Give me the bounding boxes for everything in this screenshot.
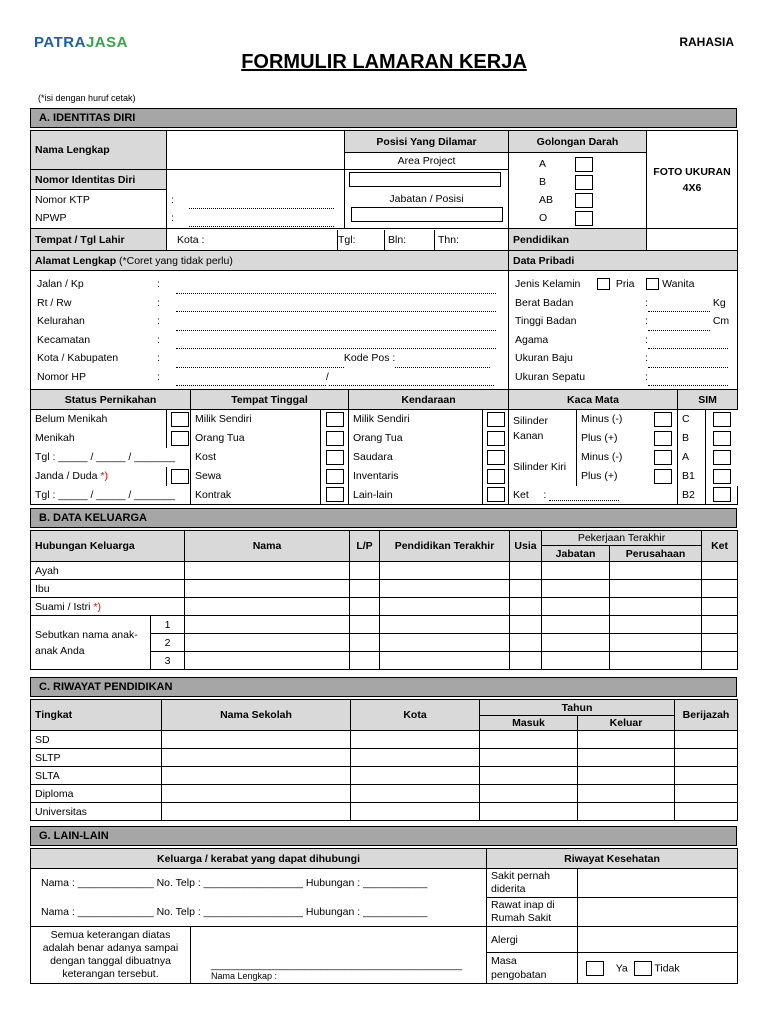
tinggal-header: Tempat Tinggal <box>191 390 349 410</box>
wanita-label: Wanita <box>662 278 695 290</box>
ya-label: Ya <box>615 961 628 974</box>
addr-rtrw-label: Rt / Rw <box>37 296 72 309</box>
kendaraan-inventaris: Inventaris <box>349 467 483 486</box>
table-row[interactable] <box>31 731 738 749</box>
required-mark: *) <box>93 600 101 613</box>
masuk-header: Masuk <box>480 716 578 731</box>
sim-a-label: A <box>678 448 706 467</box>
berat-field[interactable] <box>648 302 710 312</box>
nama-lengkap-label: Nama Lengkap <box>31 131 167 170</box>
sakit-field[interactable] <box>578 869 738 898</box>
tinggi-label: Tinggi Badan <box>515 315 577 327</box>
colon: : <box>543 488 547 501</box>
tingkat-header: Tingkat <box>31 700 162 731</box>
jabatan-sub-header: Jabatan <box>542 546 610 562</box>
kode-pos-field[interactable] <box>395 358 490 368</box>
anak-num-3: 3 <box>151 652 185 670</box>
kanan-plus-label: Plus (+) <box>581 432 618 444</box>
usia-header: Usia <box>510 531 542 562</box>
tinggal-ortu-checkbox[interactable] <box>326 431 344 446</box>
edu-slta: SLTA <box>31 767 162 785</box>
addr-kelurahan-field[interactable] <box>176 321 496 331</box>
data-pribadi-label: Data Pribadi <box>509 251 738 271</box>
anak-label: Sebutkan nama anak-anak Anda <box>31 616 151 670</box>
status-menikah-checkbox[interactable] <box>171 431 189 446</box>
kanan-plus-checkbox[interactable] <box>654 431 672 446</box>
wanita-checkbox[interactable] <box>646 278 659 290</box>
addr-kecamatan-label: Kecamatan <box>37 333 91 346</box>
contact-row-1[interactable]: Nama : _____________ No. Telp : _________________ Hubungan : ___________ <box>31 869 487 898</box>
tinggal-sewa: Sewa <box>191 467 321 486</box>
status-menikah: Menikah <box>31 429 167 448</box>
pendidikan-field[interactable] <box>647 229 738 251</box>
alergi-label: Alergi <box>487 927 578 953</box>
ttl-bln-label: Bln: <box>384 230 434 250</box>
fill-note: (*isi dengan huruf cetak) <box>38 93 136 103</box>
addr-kecamatan-field[interactable] <box>176 339 496 349</box>
colon: : <box>157 352 160 364</box>
nama-lengkap-sign-label: Nama Lengkap : <box>211 971 278 981</box>
colon: : <box>645 352 648 364</box>
kendaraan-ortu-checkbox[interactable] <box>487 431 505 446</box>
edu-sd: SD <box>31 731 162 749</box>
ket-header: Ket <box>702 531 738 562</box>
blood-o-label: O <box>539 212 548 224</box>
pekerjaan-header: Pekerjaan Terakhir <box>542 531 702 546</box>
sim-a-checkbox[interactable] <box>713 450 731 465</box>
addr-kelurahan-label: Kelurahan <box>37 315 85 327</box>
jabatan-label: Jabatan / Posisi <box>389 192 464 205</box>
ttl-tgl-label: Tgl: <box>337 230 384 250</box>
kendaraan-ortu: Orang Tua <box>349 429 483 448</box>
sim-header: SIM <box>678 390 738 410</box>
kendaraan-saudara-checkbox[interactable] <box>487 450 505 465</box>
silinder-kiri-label: Silinder Kiri <box>509 448 577 486</box>
pria-label: Pria <box>615 278 635 290</box>
cm-unit: Cm <box>712 315 730 327</box>
education-table <box>30 699 738 821</box>
slash: / <box>325 370 329 383</box>
contact-row-2[interactable]: Nama : _____________ No. Telp : _________________ Hubungan : ___________ <box>31 898 487 927</box>
blood-b-label: B <box>539 176 547 188</box>
tinggal-kontrak-checkbox[interactable] <box>326 487 344 502</box>
pendidikan-terakhir-header: Pendidikan Terakhir <box>380 531 510 562</box>
sim-c-label: C <box>678 410 706 429</box>
kanan-minus-checkbox[interactable] <box>654 412 672 427</box>
ttl-thn-label: Thn: <box>434 230 508 250</box>
kiri-minus-checkbox[interactable] <box>654 450 672 465</box>
rawat-inap-field[interactable] <box>578 898 738 927</box>
sim-b1-label: B1 <box>678 467 706 486</box>
addr-jalan-label: Jalan / Kp <box>37 278 84 290</box>
table-row[interactable] <box>31 562 738 580</box>
posisi-header: Posisi Yang Dilamar <box>345 131 509 153</box>
table-row[interactable] <box>31 785 738 803</box>
tinggal-kontrak: Kontrak <box>191 486 321 505</box>
kendaraan-sendiri: Milik Sendiri <box>349 410 483 429</box>
kiri-plus-checkbox[interactable] <box>654 469 672 484</box>
tinggal-kost-checkbox[interactable] <box>326 450 344 465</box>
tinggal-sendiri: Milik Sendiri <box>191 410 321 429</box>
tidak-checkbox[interactable] <box>634 961 652 976</box>
alamat-label: Alamat Lengkap <box>35 254 117 267</box>
keluarga-header: Keluarga / kerabat yang dapat dihubungi <box>31 849 487 869</box>
alamat-note: (*Coret yang tidak perlu) <box>119 254 233 267</box>
row-ibu: Ibu <box>31 580 185 598</box>
anak-num-2: 2 <box>151 634 185 652</box>
section-b-header: B. DATA KELUARGA <box>30 508 737 528</box>
kaca-ket-field[interactable] <box>549 491 619 501</box>
tinggal-kost: Kost <box>191 448 321 467</box>
blood-a-checkbox[interactable] <box>575 157 593 172</box>
tahun-header: Tahun <box>480 700 675 716</box>
status-table <box>30 389 738 505</box>
nama-sekolah-header: Nama Sekolah <box>162 700 351 731</box>
ya-checkbox[interactable] <box>586 961 604 976</box>
section-c-header: C. RIWAYAT PENDIDIKAN <box>30 677 737 697</box>
company-logo <box>34 34 128 51</box>
gender-label: Jenis Kelamin <box>515 278 581 290</box>
status-janda-checkbox[interactable] <box>171 469 189 484</box>
status-belum: Belum Menikah <box>31 410 167 429</box>
section-g-header: G. LAIN-LAIN <box>30 826 737 846</box>
silinder-kanan-label: Silinder Kanan <box>509 410 577 448</box>
colon: : <box>645 315 648 327</box>
colon: : <box>171 211 174 224</box>
baju-field[interactable] <box>648 358 728 368</box>
personal-data-block <box>509 271 738 391</box>
kendaraan-sendiri-checkbox[interactable] <box>487 412 505 427</box>
kota-header: Kota <box>351 700 480 731</box>
agama-field[interactable] <box>648 339 728 349</box>
sim-b-label: B <box>678 429 706 448</box>
blood-a-label: A <box>539 158 547 170</box>
statement-text: Semua keterangan diatas adalah benar adanya sampai dengan tanggal dibuatnya keterangan tersebut. <box>31 927 191 984</box>
ktp-label: Nomor KTP <box>35 194 90 206</box>
ttl-label: Tempat / Tgl Lahir <box>31 229 167 251</box>
riwayat-header: Riwayat Kesehatan <box>487 849 738 869</box>
sim-b-checkbox[interactable] <box>713 431 731 446</box>
row-ayah: Ayah <box>31 562 185 580</box>
blood-ab-label: AB <box>539 194 554 206</box>
pendidikan-label: Pendidikan <box>509 229 647 251</box>
tinggal-sendiri-checkbox[interactable] <box>326 412 344 427</box>
edu-diploma: Diploma <box>31 785 162 803</box>
table-row[interactable] <box>31 803 738 821</box>
status-tgl-janda: Tgl : _____ / _____ / _______ <box>31 486 191 505</box>
rawat-inap-label: Rawat inap di Rumah Sakit <box>487 898 578 927</box>
sim-c-checkbox[interactable] <box>713 412 731 427</box>
colon: : <box>157 315 160 327</box>
keluar-header: Keluar <box>578 716 675 731</box>
masa-pengobatan-label: Masa pengobatan <box>487 953 578 984</box>
alergi-field[interactable] <box>578 927 738 953</box>
kaca-ket-label: Ket <box>513 488 529 501</box>
family-table <box>30 530 738 670</box>
kode-pos-label: Kode Pos : <box>343 352 396 364</box>
pria-checkbox[interactable] <box>597 278 610 290</box>
blood-type-group <box>509 153 647 229</box>
colon: : <box>645 370 648 383</box>
required-mark: *) <box>100 470 108 482</box>
confidential-label: RAHASIA <box>679 35 734 49</box>
jabatan-input[interactable] <box>351 207 503 222</box>
npwp-field[interactable] <box>189 217 334 227</box>
npwp-label: NPWP <box>35 212 67 224</box>
tinggi-field[interactable] <box>648 321 710 331</box>
kg-unit: Kg <box>712 296 726 309</box>
nama-header: Nama <box>185 531 350 562</box>
form-title: FORMULIR LAMARAN KERJA <box>241 51 527 73</box>
addr-hp-label: Nomor HP <box>37 370 87 383</box>
baju-label: Ukuran Baju <box>515 352 573 364</box>
table-row[interactable] <box>31 749 738 767</box>
berat-label: Berat Badan <box>515 296 574 309</box>
perusahaan-sub-header: Perusahaan <box>610 546 702 562</box>
colon: : <box>645 333 648 346</box>
berijazah-header: Berijazah <box>675 700 738 731</box>
addr-kota-label: Kota / Kabupaten <box>37 352 119 364</box>
row-suami-istri: Suami / Istri <box>35 600 91 613</box>
other-table <box>30 848 738 984</box>
agama-label: Agama <box>515 333 549 346</box>
kendaraan-saudara: Saudara <box>349 448 483 467</box>
sim-b1-checkbox[interactable] <box>713 469 731 484</box>
kendaraan-inventaris-checkbox[interactable] <box>487 469 505 484</box>
edu-sltp: SLTP <box>31 749 162 767</box>
kanan-minus-label: Minus (-) <box>581 413 623 426</box>
kiri-minus-label: Minus (-) <box>581 451 623 463</box>
colon: : <box>645 296 648 309</box>
section-a-header: A. IDENTITAS DIRI <box>30 108 737 128</box>
colon: : <box>171 193 174 206</box>
kendaraan-header: Kendaraan <box>349 390 509 410</box>
tinggal-sewa-checkbox[interactable] <box>326 469 344 484</box>
blood-o-checkbox[interactable] <box>575 211 593 226</box>
tidak-label: Tidak <box>654 961 680 974</box>
kendaraan-lain-checkbox[interactable] <box>487 487 505 502</box>
ktp-field[interactable] <box>189 199 334 209</box>
logo-text-patra: PATRA <box>34 34 86 51</box>
signature-area[interactable] <box>191 927 487 984</box>
tinggal-ortu: Orang Tua <box>191 429 321 448</box>
ttl-kota-label: Kota : <box>177 233 205 246</box>
colon: : <box>157 278 160 290</box>
nomor-id-label: Nomor Identitas Diri <box>31 170 167 190</box>
table-row[interactable] <box>31 580 738 598</box>
lp-header: L/P <box>350 531 380 562</box>
status-tgl-menikah: Tgl : _____ / _____ / _______ <box>31 448 191 467</box>
sim-b2-checkbox[interactable] <box>713 487 731 502</box>
table-row[interactable] <box>31 767 738 785</box>
kaca-header: Kaca Mata <box>509 390 678 410</box>
address-block <box>31 271 509 391</box>
table-row[interactable] <box>31 598 738 616</box>
nama-lengkap-field[interactable] <box>167 131 345 170</box>
colon: : <box>157 333 160 346</box>
table-row[interactable] <box>31 616 738 634</box>
hp-field-2[interactable] <box>329 376 494 386</box>
blood-b-checkbox[interactable] <box>575 175 593 190</box>
status-janda: Janda / Duda <box>35 470 98 482</box>
area-project-label: Area Project <box>345 153 509 170</box>
addr-jalan-field[interactable] <box>176 284 496 294</box>
signature-line: ___________________________________________ <box>211 959 463 971</box>
sepatu-label: Ukuran Sepatu <box>515 370 586 383</box>
colon: : <box>157 370 160 383</box>
edu-universitas: Universitas <box>31 803 162 821</box>
kendaraan-lain: Lain-lain <box>349 486 483 505</box>
sepatu-field[interactable] <box>648 376 728 386</box>
anak-num-1: 1 <box>151 616 185 634</box>
golongan-header: Golongan Darah <box>509 131 647 153</box>
addr-kota-field[interactable] <box>176 358 344 368</box>
identity-table <box>30 130 738 391</box>
logo-text-jasa: JASA <box>85 34 128 51</box>
hubungan-header: Hubungan Keluarga <box>31 531 185 562</box>
status-header: Status Pernikahan <box>31 390 191 410</box>
hp-field-1[interactable] <box>176 376 326 386</box>
photo-box: FOTO UKURAN 4X6 <box>647 131 738 229</box>
sim-b2-label: B2 <box>678 486 706 505</box>
kiri-plus-label: Plus (+) <box>581 470 618 482</box>
colon: : <box>157 296 160 309</box>
area-project-input[interactable] <box>349 172 501 187</box>
sakit-label: Sakit pernah diderita <box>487 869 578 898</box>
addr-rtrw-field[interactable] <box>176 302 496 312</box>
blood-ab-checkbox[interactable] <box>575 193 593 208</box>
status-belum-checkbox[interactable] <box>171 412 189 427</box>
